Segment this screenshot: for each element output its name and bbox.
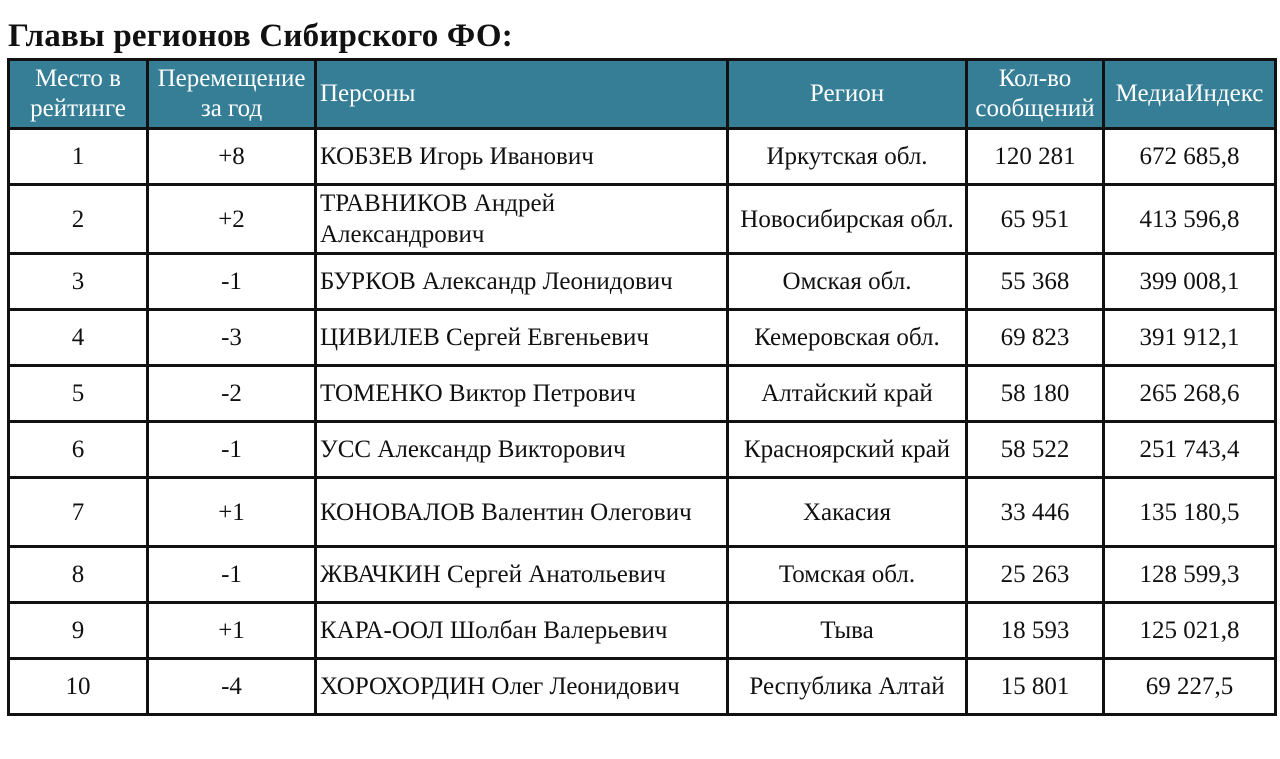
cell-region: Тыва <box>728 603 967 659</box>
cell-rank: 4 <box>9 310 148 366</box>
cell-move: +1 <box>148 603 316 659</box>
cell-rank: 8 <box>9 547 148 603</box>
cell-region: Новосибирская обл. <box>728 185 967 254</box>
table-body <box>9 129 1276 715</box>
cell-region: Иркутская обл. <box>728 129 967 185</box>
cell-region: Омская обл. <box>728 254 967 310</box>
cell-rank: 2 <box>9 185 148 254</box>
cell-move: -3 <box>148 310 316 366</box>
cell-region: Красноярский край <box>728 422 967 478</box>
page-title: Главы регионов Сибирского ФО: <box>8 18 513 54</box>
table-row <box>9 478 1276 547</box>
cell-person: ХОРОХОРДИН Олег Леонидович <box>316 659 728 715</box>
column-header-media-index: МедиаИндекс <box>1104 60 1276 129</box>
cell-move: -2 <box>148 366 316 422</box>
cell-person: УСС Александр Викторович <box>316 422 728 478</box>
cell-media-index: 265 268,6 <box>1104 366 1276 422</box>
cell-media-index: 125 021,8 <box>1104 603 1276 659</box>
table-row <box>9 185 1276 254</box>
rating-table <box>7 58 1277 716</box>
column-header-move: Перемещение за год <box>148 60 316 129</box>
cell-rank: 10 <box>9 659 148 715</box>
column-header-messages: Кол-во сообщений <box>967 60 1104 129</box>
cell-region: Хакасия <box>728 478 967 547</box>
table-row <box>9 254 1276 310</box>
table-header <box>9 60 1276 129</box>
cell-person: КОНОВАЛОВ Валентин Олегович <box>316 478 728 547</box>
cell-rank: 7 <box>9 478 148 547</box>
cell-messages: 65 951 <box>967 185 1104 254</box>
cell-media-index: 128 599,3 <box>1104 547 1276 603</box>
column-header-rank: Место в рейтинге <box>9 60 148 129</box>
cell-person: ТОМЕНКО Виктор Петрович <box>316 366 728 422</box>
column-header-person: Персоны <box>316 60 728 129</box>
table-row <box>9 366 1276 422</box>
cell-media-index: 672 685,8 <box>1104 129 1276 185</box>
table-row <box>9 129 1276 185</box>
cell-messages: 58 522 <box>967 422 1104 478</box>
cell-messages: 15 801 <box>967 659 1104 715</box>
cell-region: Томская обл. <box>728 547 967 603</box>
cell-rank: 5 <box>9 366 148 422</box>
cell-messages: 120 281 <box>967 129 1104 185</box>
cell-messages: 25 263 <box>967 547 1104 603</box>
cell-person: БУРКОВ Александр Леонидович <box>316 254 728 310</box>
table-row <box>9 422 1276 478</box>
table-row <box>9 659 1276 715</box>
cell-messages: 33 446 <box>967 478 1104 547</box>
cell-person: КАРА-ООЛ Шолбан Валерьевич <box>316 603 728 659</box>
cell-move: -1 <box>148 422 316 478</box>
cell-messages: 55 368 <box>967 254 1104 310</box>
cell-rank: 6 <box>9 422 148 478</box>
header-row <box>9 60 1276 129</box>
cell-region: Республика Алтай <box>728 659 967 715</box>
column-header-region: Регион <box>728 60 967 129</box>
cell-person: КОБЗЕВ Игорь Иванович <box>316 129 728 185</box>
table-row <box>9 310 1276 366</box>
cell-move: +1 <box>148 478 316 547</box>
cell-move: +2 <box>148 185 316 254</box>
cell-move: -1 <box>148 254 316 310</box>
cell-person: ТРАВНИКОВ Андрей Александрович <box>316 185 728 254</box>
cell-rank: 9 <box>9 603 148 659</box>
cell-media-index: 135 180,5 <box>1104 478 1276 547</box>
cell-rank: 3 <box>9 254 148 310</box>
cell-media-index: 413 596,8 <box>1104 185 1276 254</box>
cell-messages: 18 593 <box>967 603 1104 659</box>
cell-messages: 69 823 <box>967 310 1104 366</box>
cell-move: -4 <box>148 659 316 715</box>
cell-region: Кемеровская обл. <box>728 310 967 366</box>
cell-person: ЦИВИЛЕВ Сергей Евгеньевич <box>316 310 728 366</box>
cell-media-index: 69 227,5 <box>1104 659 1276 715</box>
cell-move: +8 <box>148 129 316 185</box>
cell-move: -1 <box>148 547 316 603</box>
cell-messages: 58 180 <box>967 366 1104 422</box>
cell-rank: 1 <box>9 129 148 185</box>
table-row <box>9 603 1276 659</box>
cell-person: ЖВАЧКИН Сергей Анатольевич <box>316 547 728 603</box>
cell-region: Алтайский край <box>728 366 967 422</box>
cell-media-index: 399 008,1 <box>1104 254 1276 310</box>
table-row <box>9 547 1276 603</box>
cell-media-index: 251 743,4 <box>1104 422 1276 478</box>
cell-media-index: 391 912,1 <box>1104 310 1276 366</box>
